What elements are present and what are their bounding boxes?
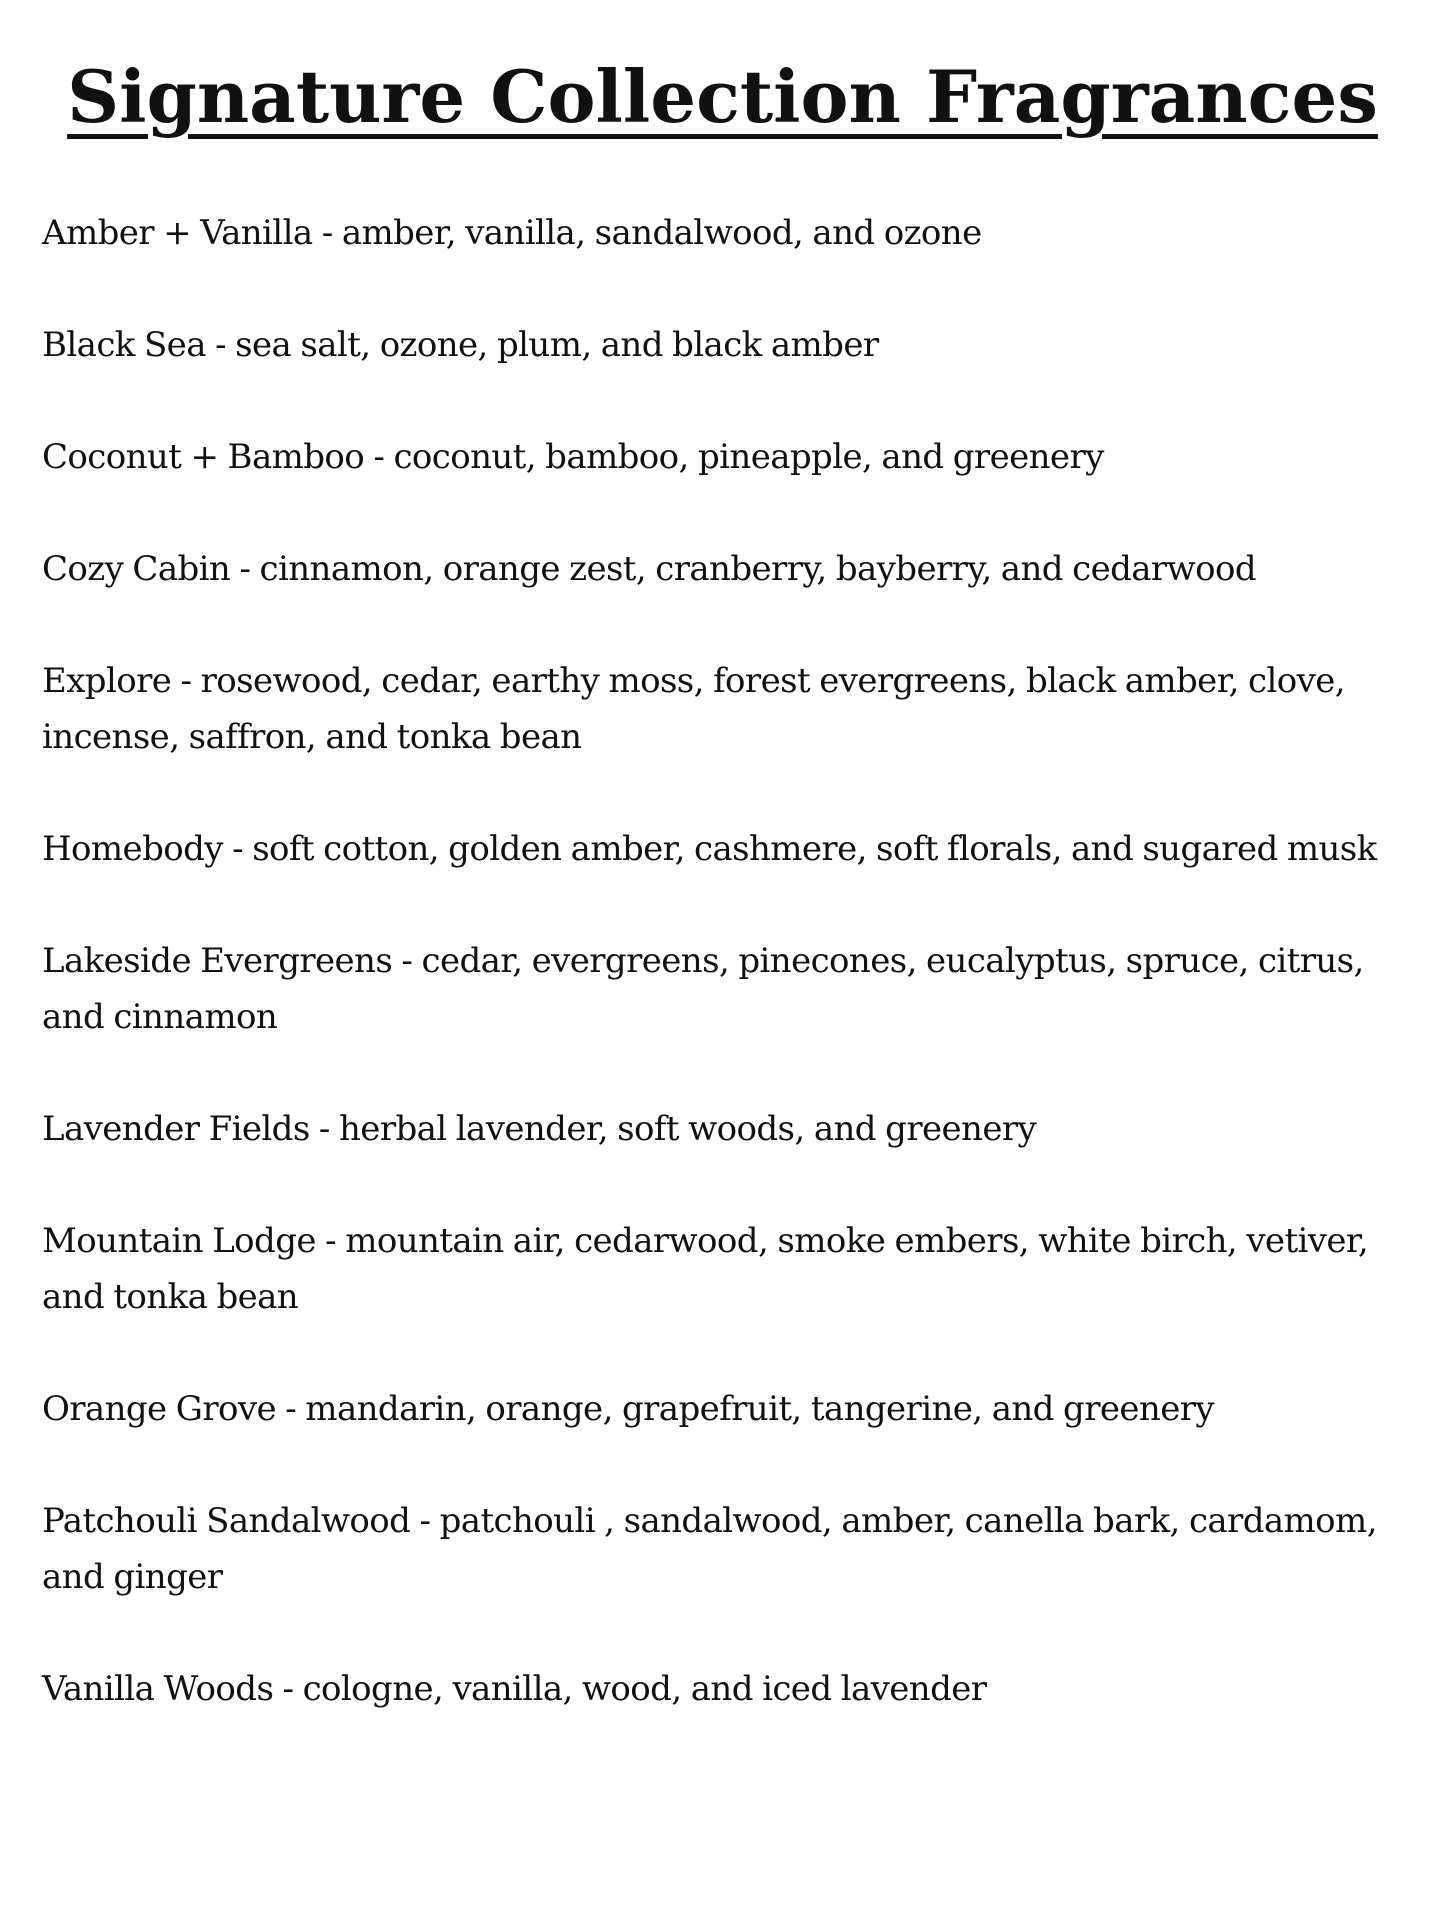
fragrance-coconut-bamboo: Coconut + Bamboo - coconut, bamboo, pineapple, and greenery <box>42 437 1104 477</box>
fragrance-vanilla-woods: Vanilla Woods - cologne, vanilla, wood, and iced lavender <box>42 1669 987 1709</box>
fragrance-mountain-lodge: Mountain Lodge - mountain air, cedarwood, smoke embers, white birch, vetiver, and tonka bean <box>42 1221 1369 1317</box>
fragrance-homebody: Homebody - soft cotton, golden amber, cashmere, soft florals, and sugared musk <box>42 829 1377 869</box>
fragrance-lavender-fields: Lavender Fields - herbal lavender, soft woods, and greenery <box>42 1109 1037 1149</box>
fragrance-explore: Explore - rosewood, cedar, earthy moss, forest evergreens, black amber, clove, incense, saffron, and tonka bean <box>42 661 1345 757</box>
fragrance-orange-grove: Orange Grove - mandarin, orange, grapefruit, tangerine, and greenery <box>42 1389 1214 1429</box>
fragrance-lakeside-evergreens: Lakeside Evergreens - cedar, evergreens, pinecones, eucalyptus, spruce, citrus, and cinnamon <box>42 941 1364 1037</box>
page-title <box>0 52 1445 142</box>
fragrance-black-sea: Black Sea - sea salt, ozone, plum, and black amber <box>42 325 879 365</box>
fragrance-amber-vanilla: Amber + Vanilla - amber, vanilla, sandalwood, and ozone <box>42 213 982 253</box>
fragrance-list <box>42 205 1412 1717</box>
page-title-text: Signature Collection Fragrances <box>67 54 1378 139</box>
fragrance-patchouli-sandalwood: Patchouli Sandalwood - patchouli , sandalwood, amber, canella bark, cardamom, and ginger <box>42 1501 1377 1597</box>
fragrance-cozy-cabin: Cozy Cabin - cinnamon, orange zest, cranberry, bayberry, and cedarwood <box>42 549 1256 589</box>
